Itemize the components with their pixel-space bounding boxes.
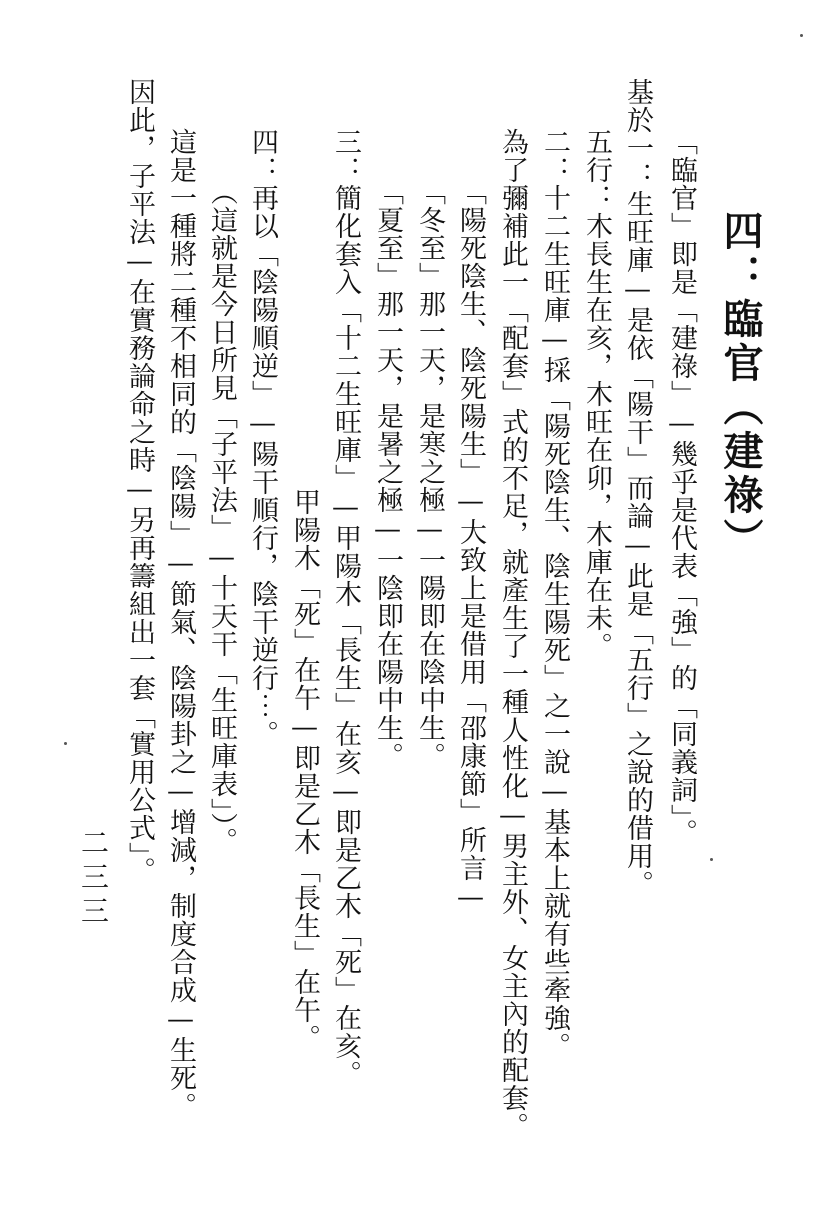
text-line-10: 甲陽木「死」在午—即是乙木「長生」在午。 — [289, 488, 320, 1052]
text-line-7: 「冬至」那一天，是寒之極—一陽即在陰中生。 — [414, 178, 445, 770]
text-line-12: （這就是今日所見「子平法」—十天干「生旺庫表」）。 — [206, 178, 237, 855]
text-line-1: 「臨官」即是「建祿」—幾乎是代表「強」的「同義詞」。 — [666, 128, 697, 847]
text-line-6: 「陽死陰生、陰死陽生」—大致上是借用「邵康節」所言— — [455, 178, 486, 914]
text-line-5: 為了彌補此一「配套」式的不足，就產生了一種人性化—男主外、女主內的配套。 — [497, 128, 528, 1140]
text-line-8: 「夏至」那一天，是暑之極—一陰即在陽中生。 — [372, 178, 403, 770]
text-line-14: 因此，子平法—在實務論命之時—另再籌組出一套「實用公式」。 — [124, 78, 155, 885]
text-line-4: 二：十二生旺庫—採「陽死陰生、陰生陽死」之一說—基本上就有些牽強。 — [539, 128, 570, 1060]
page-number: 二三三 — [77, 828, 110, 930]
text-line-2: 基於一：生旺庫—是依「陽干」而論—此是「五行」之說的借用。 — [622, 78, 653, 898]
text-line-11: 四：再以「陰陽順逆」—陽干順行，陰干逆行⋯。 — [247, 128, 278, 748]
text-line-9: 三：簡化套入「十二生旺庫」—甲陽木「長生」在亥—即是乙木「死」在亥。 — [330, 128, 361, 1088]
scan-speck — [710, 858, 713, 861]
scan-speck — [800, 34, 803, 37]
text-line-3: 五行：木長生在亥，木旺在卯，木庫在未。 — [581, 128, 612, 660]
scan-speck — [64, 742, 67, 745]
text-line-13: 這是一種將二種不相同的「陰陽」—節氣、陰陽卦之—增減，制度合成—生死。 — [165, 128, 196, 1120]
section-title: 四：臨官（建祿） — [717, 210, 763, 562]
